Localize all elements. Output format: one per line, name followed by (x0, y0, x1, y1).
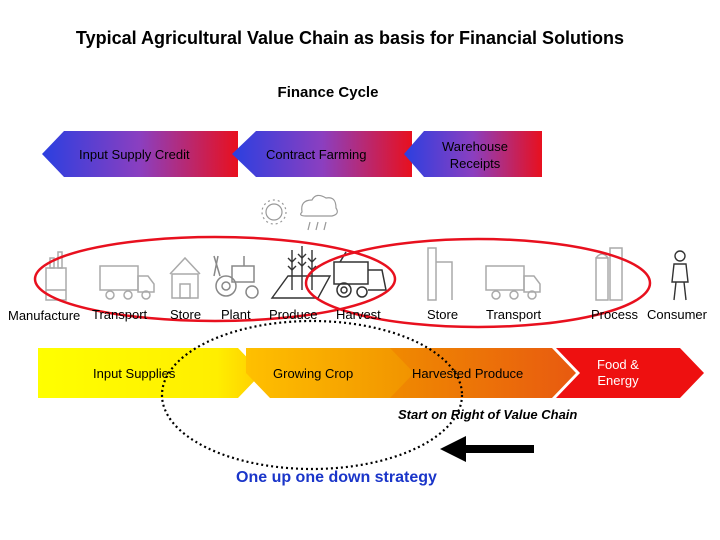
warehouse-icon (170, 258, 200, 298)
stage-label-store: Store (170, 307, 202, 322)
stage-label-transport: Transport (92, 307, 148, 322)
combine-harvester-icon (334, 252, 386, 297)
stage-label-store: Store (427, 307, 459, 322)
truck-icon (486, 266, 540, 299)
stage-label-manufacture: Manufacture (8, 308, 81, 323)
processing-plant-icon (596, 248, 622, 300)
finance-label-contract-farming: Contract Farming (266, 147, 367, 162)
stage-label-harvest: Harvest (336, 307, 381, 322)
stage-label-plant: Plant (221, 307, 251, 322)
finance-label-warehouse-receipts: Warehouse Receipts (442, 139, 508, 171)
stage-label-consumer: Consumer (647, 307, 707, 322)
sun-icon (262, 200, 286, 224)
phase-label-growing-crop: Growing Crop (273, 366, 354, 381)
direction-arrow-shaft (464, 445, 534, 453)
phase-label-harvested-produce: Harvested Produce (412, 366, 524, 381)
tractor-icon (214, 256, 258, 298)
page-title: Typical Agricultural Value Chain as basis for Financial Solutions (75, 28, 625, 48)
phase-label-food-energy: Food & Energy (597, 357, 639, 388)
rain-cloud-icon (301, 195, 338, 230)
finance-label-input-supply-credit: Input Supply Credit (79, 147, 190, 162)
strategy-label: One up one down strategy (236, 469, 437, 486)
truck-icon (100, 266, 154, 299)
stage-label-process: Process (591, 307, 638, 322)
silo-icon (428, 248, 452, 300)
phase-label-input-supplies: Input Supplies (93, 366, 176, 381)
start-note: Start on Right of Value Chain (398, 407, 578, 422)
person-icon (672, 251, 688, 300)
crop-field-icon (272, 246, 330, 298)
direction-arrow-head (440, 436, 466, 462)
stage-label-transport: Transport (486, 307, 542, 322)
finance-cycle-heading: Finance Cycle (277, 84, 379, 101)
stage-label-produce: Produce (269, 307, 318, 322)
